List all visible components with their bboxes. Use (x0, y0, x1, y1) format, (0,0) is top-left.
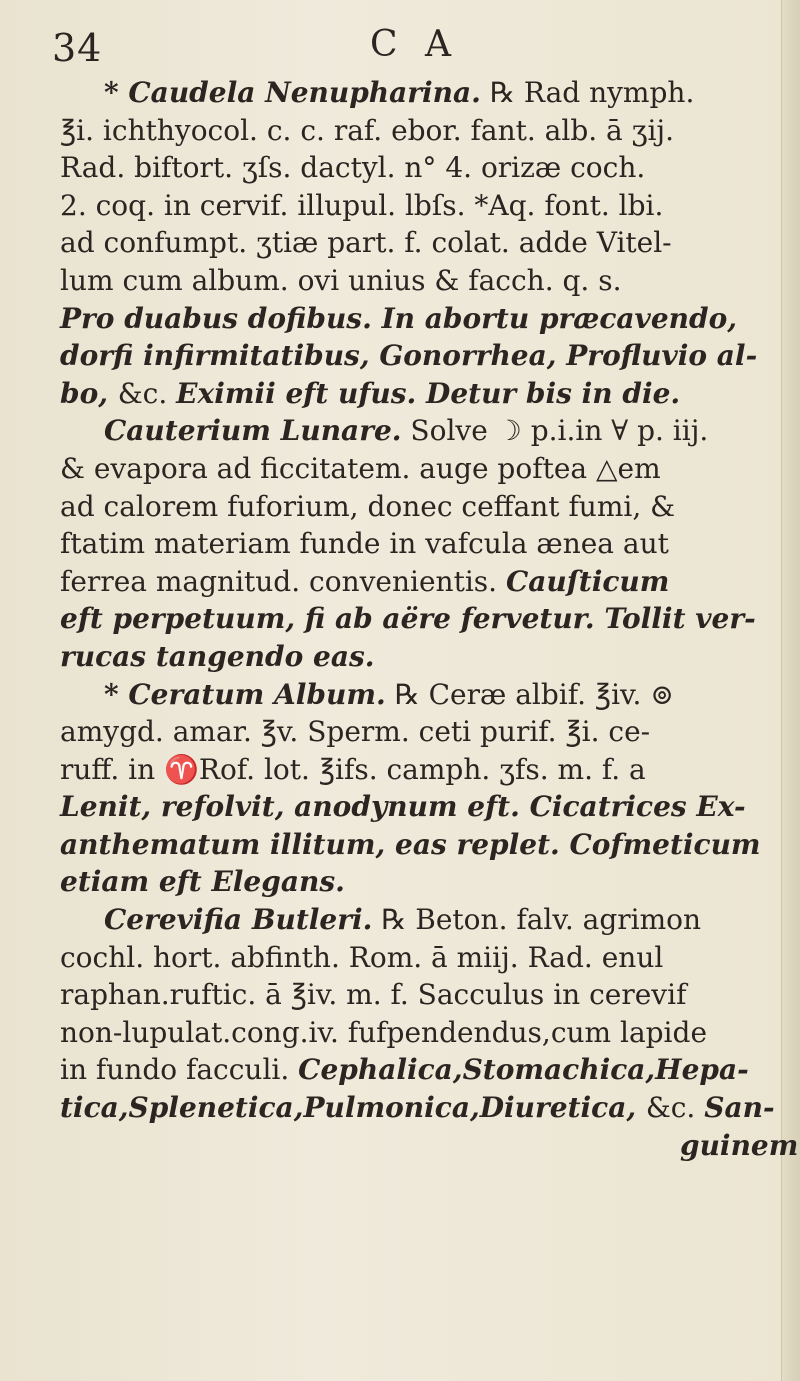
text-line (60, 1051, 785, 1089)
roman-text: 2. coq. in cervif. illupul. lbſs. *Aq. font. lbi. (60, 188, 664, 222)
roman-text: amygd. amar. ℥v. Sperm. ceti purif. ℥i. ce- (60, 715, 651, 749)
text-line (60, 149, 785, 187)
text-line (60, 751, 785, 789)
text-line (60, 676, 785, 714)
roman-text: lum cum album. ovi unius & facch. q. s. (60, 263, 622, 297)
text-line (60, 826, 785, 864)
text-line (60, 488, 785, 526)
roman-text: ℞ Rad nymph. (480, 76, 695, 109)
roman-text: ferrea magnitud. convenientis. (60, 564, 506, 598)
text-line (60, 1014, 785, 1052)
roman-text: ℞ Beton. falv. agrimon (372, 903, 702, 937)
italic-text: Eximii eft ufus. Detur bis in die. (176, 376, 681, 410)
roman-text: ruff. in ♈Rof. lot. ℥ifs. camph. ʒfs. m. f. a (60, 752, 646, 786)
italic-text: Pro duabus dofibus. In abortu præcavendo, (60, 301, 738, 335)
text-line (60, 976, 785, 1014)
text-line (60, 337, 785, 375)
roman-text: &c. (645, 1091, 705, 1125)
roman-text: &c. (117, 376, 177, 410)
italic-text: eft perpetuum, fi ab aëre fervetur. Tollit ver- (60, 602, 756, 636)
text-line (60, 300, 785, 338)
italic-text: bo, (60, 376, 118, 410)
text-line (60, 939, 785, 977)
text-line (60, 375, 785, 413)
text-line (60, 525, 785, 563)
text-line (60, 74, 785, 112)
body-text (60, 74, 799, 1164)
text-line (60, 638, 785, 676)
italic-text: * Caudela Nenupharina. (104, 76, 481, 109)
italic-text: Cerevifia Butleri. (104, 903, 373, 937)
italic-text: Cauſticum (505, 564, 670, 598)
roman-text: ℥i. ichthyocol. c. c. raf. ebor. fant. alb. ā ʒij. (60, 113, 674, 147)
running-head: C A (370, 24, 459, 65)
text-line (60, 412, 785, 450)
italic-text: guinem (680, 1128, 799, 1162)
roman-text: raphan.ruftic. ā ℥iv. m. f. Sacculus in cerevif (60, 978, 687, 1012)
roman-text: cochl. hort. abfinth. Rom. ā miij. Rad. enul (60, 940, 664, 974)
italic-text: etiam eft Elegans. (60, 865, 345, 899)
italic-text: * Ceratum Album. (104, 677, 386, 711)
italic-text: Lenit, refolvit, anodynum eft. Cicatrices Ex- (60, 790, 746, 824)
italic-text: dorfi infirmitatibus, Gonorrhea, Profluvio al- (60, 339, 758, 373)
roman-text: ad calorem fuforium, donec ceffant fumi, & (60, 489, 676, 523)
text-line (60, 788, 785, 826)
text-line (60, 262, 785, 300)
italic-text: rucas tangendo eas. (60, 639, 375, 673)
roman-text: ad confumpt. ʒtiæ part. f. colat. adde Vitel- (60, 226, 672, 260)
catchword (60, 1127, 799, 1165)
roman-text: Rad. biftort. ʒſs. dactyl. n° 4. orizæ coch. (60, 151, 646, 185)
text-line (60, 187, 785, 225)
text-line (60, 600, 785, 638)
roman-text: ftatim materiam funde in vafcula ænea aut (60, 527, 669, 561)
italic-text: Cauterium Lunare. (104, 414, 402, 448)
text-line (60, 224, 785, 262)
italic-text: anthematum illitum, eas replet. Cofmeticum (60, 827, 761, 861)
text-line (60, 563, 785, 601)
page-header (52, 20, 752, 70)
roman-text: & evapora ad ficcitatem. auge poftea △em (60, 451, 661, 485)
italic-text: San- (704, 1091, 775, 1125)
roman-text: in fundo facculi. (60, 1053, 299, 1087)
text-line (60, 901, 785, 939)
text-line (60, 1089, 785, 1127)
roman-text: non-lupulat.cong.iv. fufpendendus,cum lapide (60, 1015, 708, 1049)
text-line (60, 713, 785, 751)
italic-text: tica,Splenetica,Pulmonica,Diuretica, (60, 1091, 646, 1125)
italic-text: Cephalica,Stomachica,Hepa- (298, 1053, 749, 1087)
text-line (60, 450, 785, 488)
roman-text: ℞ Ceræ albif. ℥iv. ⊚ (385, 677, 674, 711)
page-number: 34 (52, 26, 103, 70)
text-line (60, 112, 785, 150)
text-line (60, 863, 785, 901)
roman-text: Solve ☽ p.i.in ∀ p. iij. (401, 414, 709, 448)
